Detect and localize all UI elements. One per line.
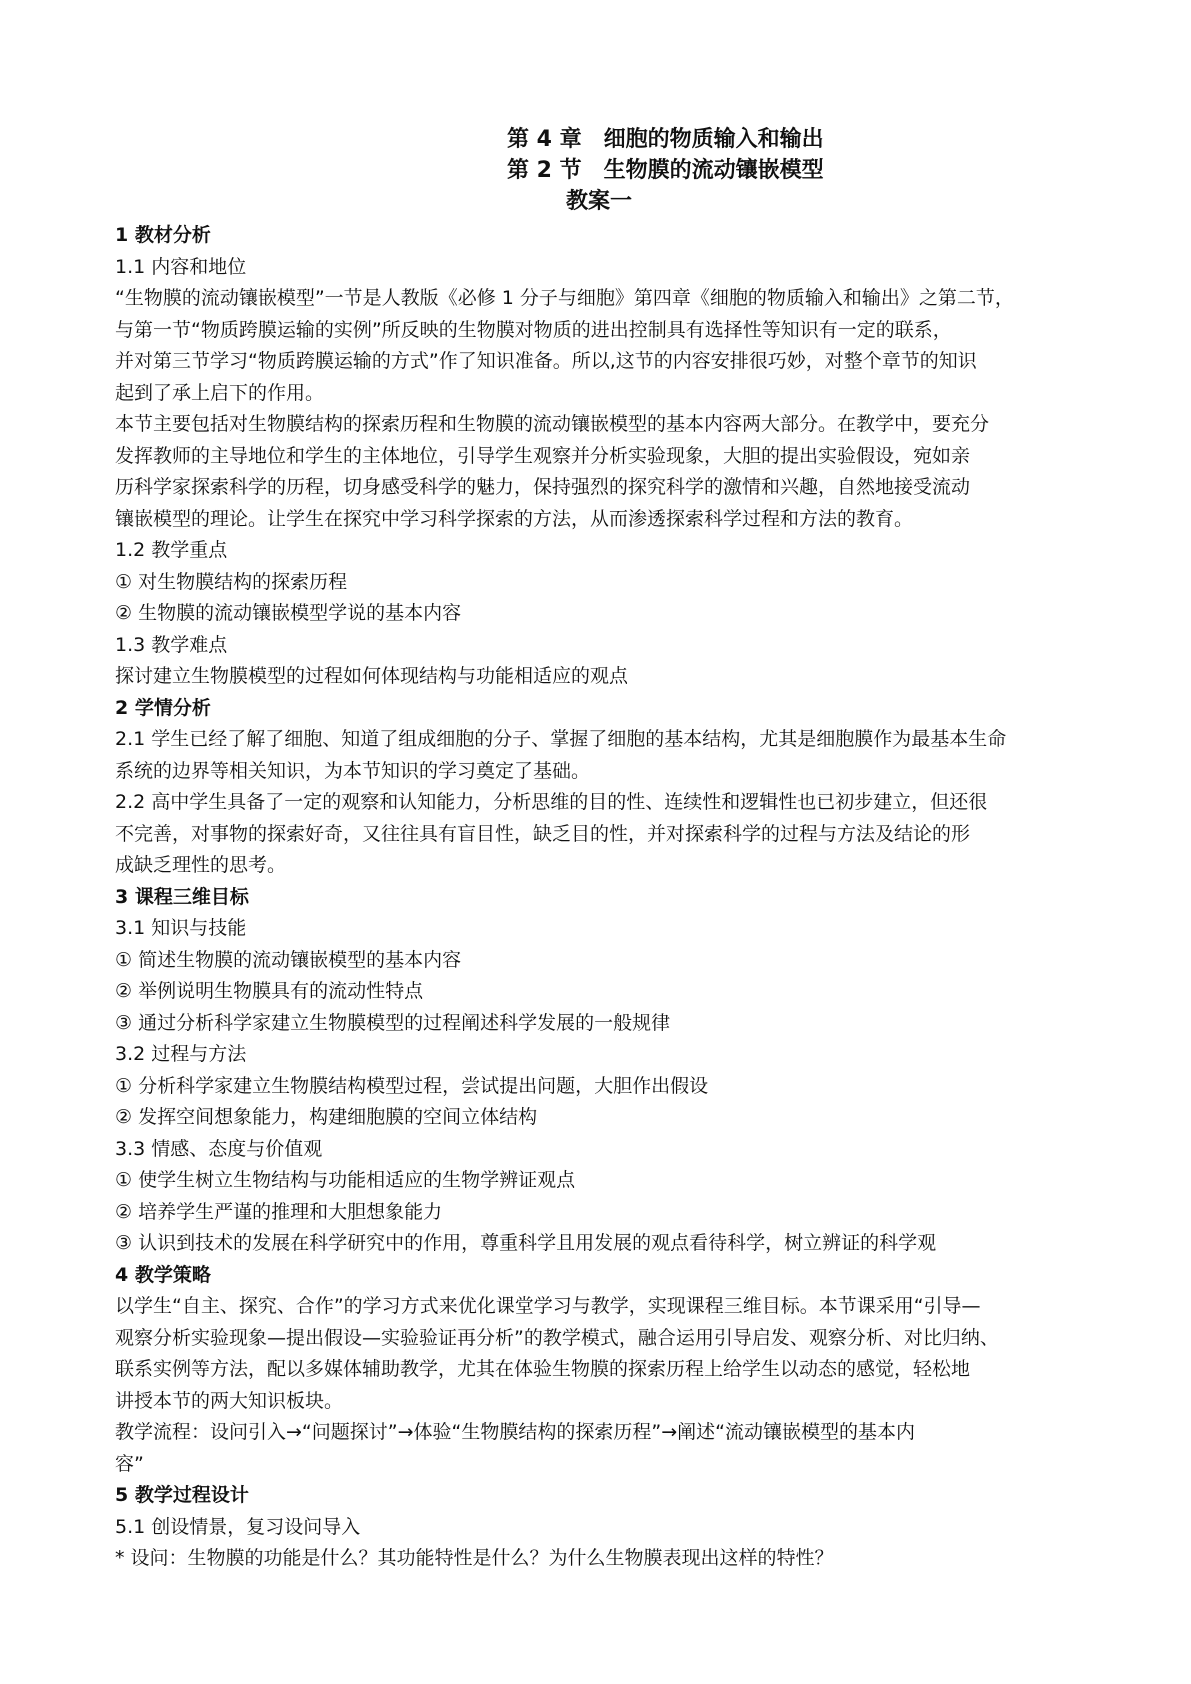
document-body: [115, 220, 1115, 1575]
section-heading: 1 教材分析: [115, 224, 211, 246]
text-line: 并对第三节学习“物质跨膜运输的方式”作了知识准备。所以,这节的内容安排很巧妙，对整个章节的知识: [115, 350, 977, 372]
title-block: [0, 124, 1191, 217]
text-line: 起到了承上启下的作用。: [115, 381, 325, 404]
lesson-plan-title: 教案一: [566, 189, 633, 214]
section-heading: 3 课程三维目标: [115, 885, 249, 908]
text-line: 1.1 内容和地位: [115, 255, 247, 278]
text-line: 教学流程：设问引入→“问题探讨”→体验“生物膜结构的探索历程”→阐述“流动镶嵌模型的基本内: [115, 1421, 915, 1443]
text-line: 2.2 高中学生具备了一定的观察和认知能力，分析思维的目的性、连续性和逻辑性也已初步建立，但还很: [115, 791, 988, 813]
text-line: 2.1 学生已经了解了细胞、知道了组成细胞的分子、掌握了细胞的基本结构，尤其是细胞膜作为最基本生命: [115, 728, 1007, 750]
text-line: ③ 认识到技术的发展在科学研究中的作用，尊重科学且用发展的观点看待科学，树立辨证的科学观: [115, 1232, 937, 1254]
section-heading: 5 教学过程设计: [115, 1484, 249, 1506]
text-line: 本节主要包括对生物膜结构的探索历程和生物膜的流动镶嵌模型的基本内容两大部分。在教学中，要充分: [115, 413, 990, 435]
text-line: 镶嵌模型的理论。让学生在探究中学习科学探索的方法，从而渗透探索科学过程和方法的教育。: [115, 507, 914, 530]
text-line: ② 培养学生严谨的推理和大胆想象能力: [115, 1200, 443, 1223]
text-line: 以学生“自主、探究、合作”的学习方式来优化课堂学习与教学，实现课程三维目标。本节课采用“引导—: [115, 1295, 981, 1317]
text-line: 1.2 教学重点: [115, 539, 228, 561]
text-line: 系统的边界等相关知识，为本节知识的学习奠定了基础。: [115, 759, 591, 782]
text-line: 5.1 创设情景，复习设问导入: [115, 1515, 361, 1538]
text-line: ① 简述生物膜的流动镶嵌模型的基本内容: [115, 948, 462, 971]
text-line: ② 生物膜的流动镶嵌模型学说的基本内容: [115, 602, 462, 624]
text-line: 讲授本节的两大知识板块。: [115, 1389, 344, 1412]
section-heading: 4 教学策略: [115, 1263, 211, 1286]
text-line: 与第一节“物质跨膜运输的实例”所反映的生物膜对物质的进出控制具有选择性等知识有一定的联系，: [115, 318, 952, 341]
text-line: ① 分析科学家建立生物膜结构模型过程，尝试提出问题，大胆作出假设: [115, 1074, 709, 1097]
section-heading: 2 学情分析: [115, 696, 211, 719]
chapter-title: 第 4 章 细胞的物质输入和输出: [507, 127, 824, 152]
text-line: 观察分析实验现象—提出假设—实验验证再分析”的教学模式，融合运用引导启发、观察分析、对比归纳、: [115, 1326, 999, 1349]
text-line: * 设问：生物膜的功能是什么？其功能特性是什么？为什么生物膜表现出这样的特性？: [115, 1547, 834, 1569]
text-line: ② 发挥空间想象能力，构建细胞膜的空间立体结构: [115, 1106, 538, 1128]
text-line: 发挥教师的主导地位和学生的主体地位，引导学生观察并分析实验现象，大胆的提出实验假设，宛如亲: [115, 444, 971, 467]
text-line: 容”: [115, 1452, 144, 1475]
text-line: 不完善，对事物的探索好奇，又往往具有盲目性，缺乏目的性，并对探索科学的过程与方法及结论的形: [115, 822, 971, 845]
text-line: 联系实例等方法，配以多媒体辅助教学，尤其在体验生物膜的探索历程上给学生以动态的感觉，轻松地: [115, 1358, 971, 1380]
text-line: 成缺乏理性的思考。: [115, 854, 287, 876]
text-line: ① 对生物膜结构的探索历程: [115, 570, 348, 593]
section-title: 第 2 节 生物膜的流动镶嵌模型: [507, 158, 824, 183]
text-line: 3.1 知识与技能: [115, 917, 247, 939]
text-line: ③ 通过分析科学家建立生物膜模型的过程阐述科学发展的一般规律: [115, 1011, 671, 1034]
text-line: ② 举例说明生物膜具有的流动性特点: [115, 980, 424, 1002]
text-line: 1.3 教学难点: [115, 633, 228, 656]
text-line: 历科学家探索科学的历程，切身感受科学的魅力，保持强烈的探究科学的激情和兴趣，自然地接受流动: [115, 476, 971, 498]
text-line: 3.3 情感、态度与价值观: [115, 1137, 323, 1160]
text-line: “生物膜的流动镶嵌模型”一节是人教版《必修 1 分子与细胞》第四章《细胞的物质输入和输出》之第二节，: [115, 287, 1014, 309]
text-line: 探讨建立生物膜模型的过程如何体现结构与功能相适应的观点: [115, 665, 629, 687]
text-line: 3.2 过程与方法: [115, 1043, 247, 1065]
text-line: ① 使学生树立生物结构与功能相适应的生物学辨证观点: [115, 1169, 576, 1191]
